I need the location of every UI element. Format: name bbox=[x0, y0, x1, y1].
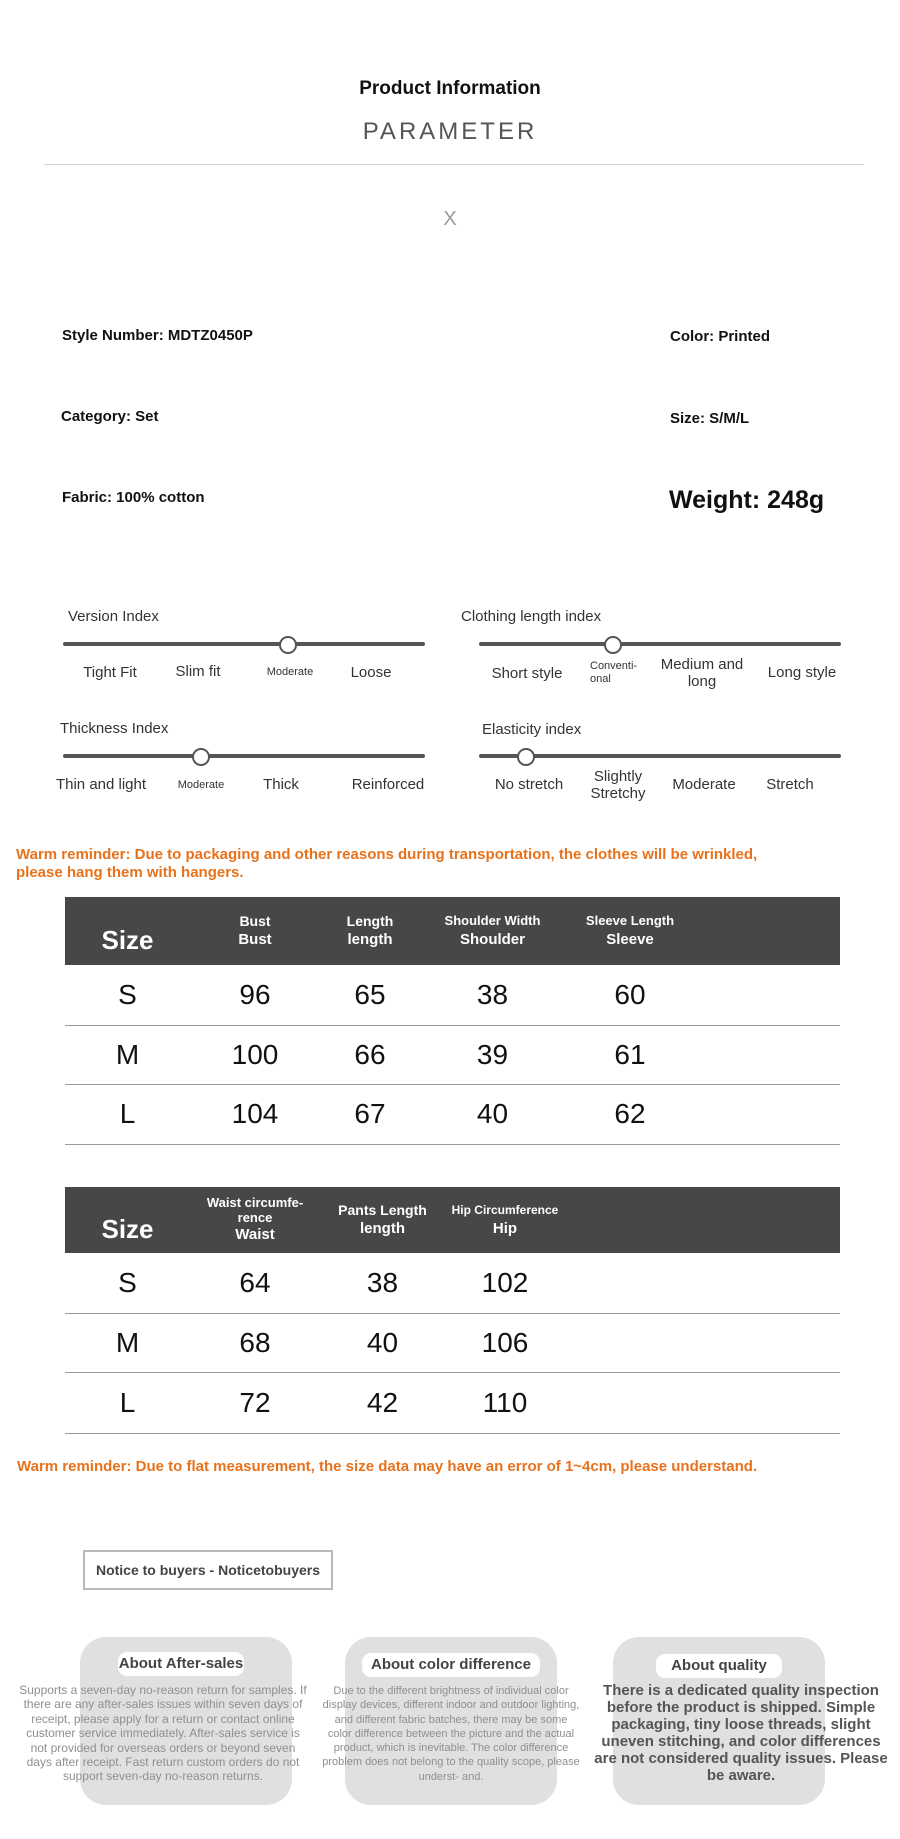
length-option: Long style bbox=[767, 664, 837, 681]
table-row bbox=[65, 1084, 840, 1144]
quality-text: There is a dedicated quality inspection before the product is shipped. Simple packaging, tiny loose threads, slight uneven stitching, and color differences are not considered quality issues. Please be aware. bbox=[594, 1682, 888, 1784]
size-header: Size bbox=[65, 897, 190, 965]
waist-header: Waist circumfe- rence Waist bbox=[190, 1187, 320, 1253]
table-cell: L bbox=[65, 1084, 190, 1144]
table-cell bbox=[565, 1313, 840, 1372]
header-spacer bbox=[695, 897, 840, 965]
table-cell bbox=[565, 1372, 840, 1433]
color-info: Color: Printed bbox=[670, 328, 770, 345]
bust-header: Bust Bust bbox=[190, 897, 320, 965]
table-cell bbox=[695, 965, 840, 1025]
x-mark: X bbox=[443, 208, 457, 230]
thickness-index-label: Thickness Index bbox=[60, 720, 169, 737]
sleeve-header: Sleeve Length Sleeve bbox=[565, 897, 695, 965]
top-size-table bbox=[65, 897, 840, 1145]
color-difference-title: About color difference bbox=[362, 1653, 540, 1677]
table-cell: 65 bbox=[320, 965, 420, 1025]
table-row bbox=[65, 1313, 840, 1372]
length-index-label: Clothing length index bbox=[461, 608, 602, 625]
table-row bbox=[65, 1372, 840, 1433]
table-cell: 40 bbox=[420, 1084, 565, 1144]
table-cell: 60 bbox=[565, 965, 695, 1025]
table-cell: S bbox=[65, 1253, 190, 1313]
table-cell: 96 bbox=[190, 965, 320, 1025]
category-info: Category: Set bbox=[61, 408, 159, 425]
table-row bbox=[65, 965, 840, 1025]
hip-header: Hip Circumference Hip bbox=[445, 1187, 565, 1253]
table-cell: 110 bbox=[445, 1372, 565, 1433]
length-option: Conventi- onal bbox=[590, 660, 638, 685]
table-cell: L bbox=[65, 1372, 190, 1433]
elasticity-option: Moderate bbox=[672, 776, 736, 793]
table-cell: 62 bbox=[565, 1084, 695, 1144]
thickness-option: Reinforced bbox=[351, 776, 425, 793]
table-cell: 67 bbox=[320, 1084, 420, 1144]
version-index-label: Version Index bbox=[68, 608, 159, 625]
table-cell bbox=[565, 1253, 840, 1313]
table-cell: 38 bbox=[420, 965, 565, 1025]
length-option: Medium and long bbox=[660, 656, 744, 690]
table-cell: S bbox=[65, 965, 190, 1025]
elasticity-index-knob bbox=[517, 748, 535, 766]
length-option: Short style bbox=[491, 665, 563, 682]
table-cell: 61 bbox=[565, 1025, 695, 1084]
size-info: Size: S/M/L bbox=[670, 410, 750, 427]
thickness-index-knob bbox=[192, 748, 210, 766]
table-header-row bbox=[65, 1187, 840, 1253]
table-cell: 104 bbox=[190, 1084, 320, 1144]
table-cell: 106 bbox=[445, 1313, 565, 1372]
color-difference-text: Due to the different brightness of individual color display devices, different indoor and outdoor lighting, and different fabric batches, there may be some color difference between the picture and the actual product, which is inevitable. The color difference problem does not belong to the quality scope, please underst- and. bbox=[322, 1685, 580, 1783]
length-header: Length length bbox=[320, 897, 420, 965]
table-row bbox=[65, 1253, 840, 1313]
thickness-index-track bbox=[63, 754, 425, 758]
bottom-size-table bbox=[65, 1187, 840, 1434]
page-title: Product Information bbox=[359, 78, 541, 99]
table-cell: 100 bbox=[190, 1025, 320, 1084]
table-row bbox=[65, 1025, 840, 1084]
thickness-option: Thick bbox=[263, 776, 299, 793]
table-cell: 102 bbox=[445, 1253, 565, 1313]
notice-title: Notice to buyers - Noticetobuyers bbox=[83, 1550, 333, 1590]
elasticity-option: Stretch bbox=[766, 776, 814, 793]
shoulder-header: Shoulder Width Shoulder bbox=[420, 897, 565, 965]
table-cell bbox=[695, 1084, 840, 1144]
table-cell: 68 bbox=[190, 1313, 320, 1372]
size-header: Size bbox=[65, 1187, 190, 1253]
pants-length-header: Pants Length length bbox=[320, 1187, 445, 1253]
fabric-info: Fabric: 100% cotton bbox=[62, 489, 205, 506]
warning-wrinkle: Warm reminder: Due to packaging and other reasons during transportation, the clothes will be wrinkled, please hang them with hangers. bbox=[16, 846, 758, 881]
version-index-knob bbox=[279, 636, 297, 654]
table-cell: 38 bbox=[320, 1253, 445, 1313]
version-option: Moderate bbox=[266, 666, 314, 678]
version-index-track bbox=[63, 642, 425, 646]
length-index-track bbox=[479, 642, 841, 646]
table-cell: 39 bbox=[420, 1025, 565, 1084]
weight-info: Weight: 248g bbox=[669, 486, 825, 514]
thickness-option: Moderate bbox=[177, 779, 225, 791]
thickness-option: Thin and light bbox=[55, 776, 147, 793]
table-cell: M bbox=[65, 1313, 190, 1372]
after-sales-text: Supports a seven-day no-reason return for samples. If there are any after-sales issues within seven days of receipt, please apply for a return or contact online customer service immediately. After-sales service is not provided for overseas orders or beyond seven days after receipt. Fast return custom orders do not support seven-day no-reason returns. bbox=[19, 1683, 307, 1784]
elasticity-index-label: Elasticity index bbox=[482, 721, 582, 738]
version-option: Tight Fit bbox=[83, 664, 137, 681]
table-cell: 66 bbox=[320, 1025, 420, 1084]
elasticity-option: Slightly Stretchy bbox=[590, 768, 646, 802]
length-index-knob bbox=[604, 636, 622, 654]
version-option: Loose bbox=[350, 664, 392, 681]
after-sales-title: About After-sales bbox=[118, 1652, 244, 1676]
table-cell: 72 bbox=[190, 1372, 320, 1433]
page-subtitle: PARAMETER bbox=[362, 118, 538, 145]
style-number: Style Number: MDTZ0450P bbox=[62, 327, 253, 344]
warning-measurement: Warm reminder: Due to flat measurement, the size data may have an error of 1~4cm, please understand. bbox=[17, 1458, 758, 1475]
divider bbox=[44, 164, 864, 165]
table-cell: 42 bbox=[320, 1372, 445, 1433]
table-cell: 40 bbox=[320, 1313, 445, 1372]
elasticity-option: No stretch bbox=[494, 776, 564, 793]
table-header-row bbox=[65, 897, 840, 965]
version-option: Slim fit bbox=[175, 663, 221, 680]
table-cell bbox=[695, 1025, 840, 1084]
header-spacer bbox=[565, 1187, 840, 1253]
quality-title: About quality bbox=[656, 1654, 782, 1678]
table-cell: M bbox=[65, 1025, 190, 1084]
table-cell: 64 bbox=[190, 1253, 320, 1313]
